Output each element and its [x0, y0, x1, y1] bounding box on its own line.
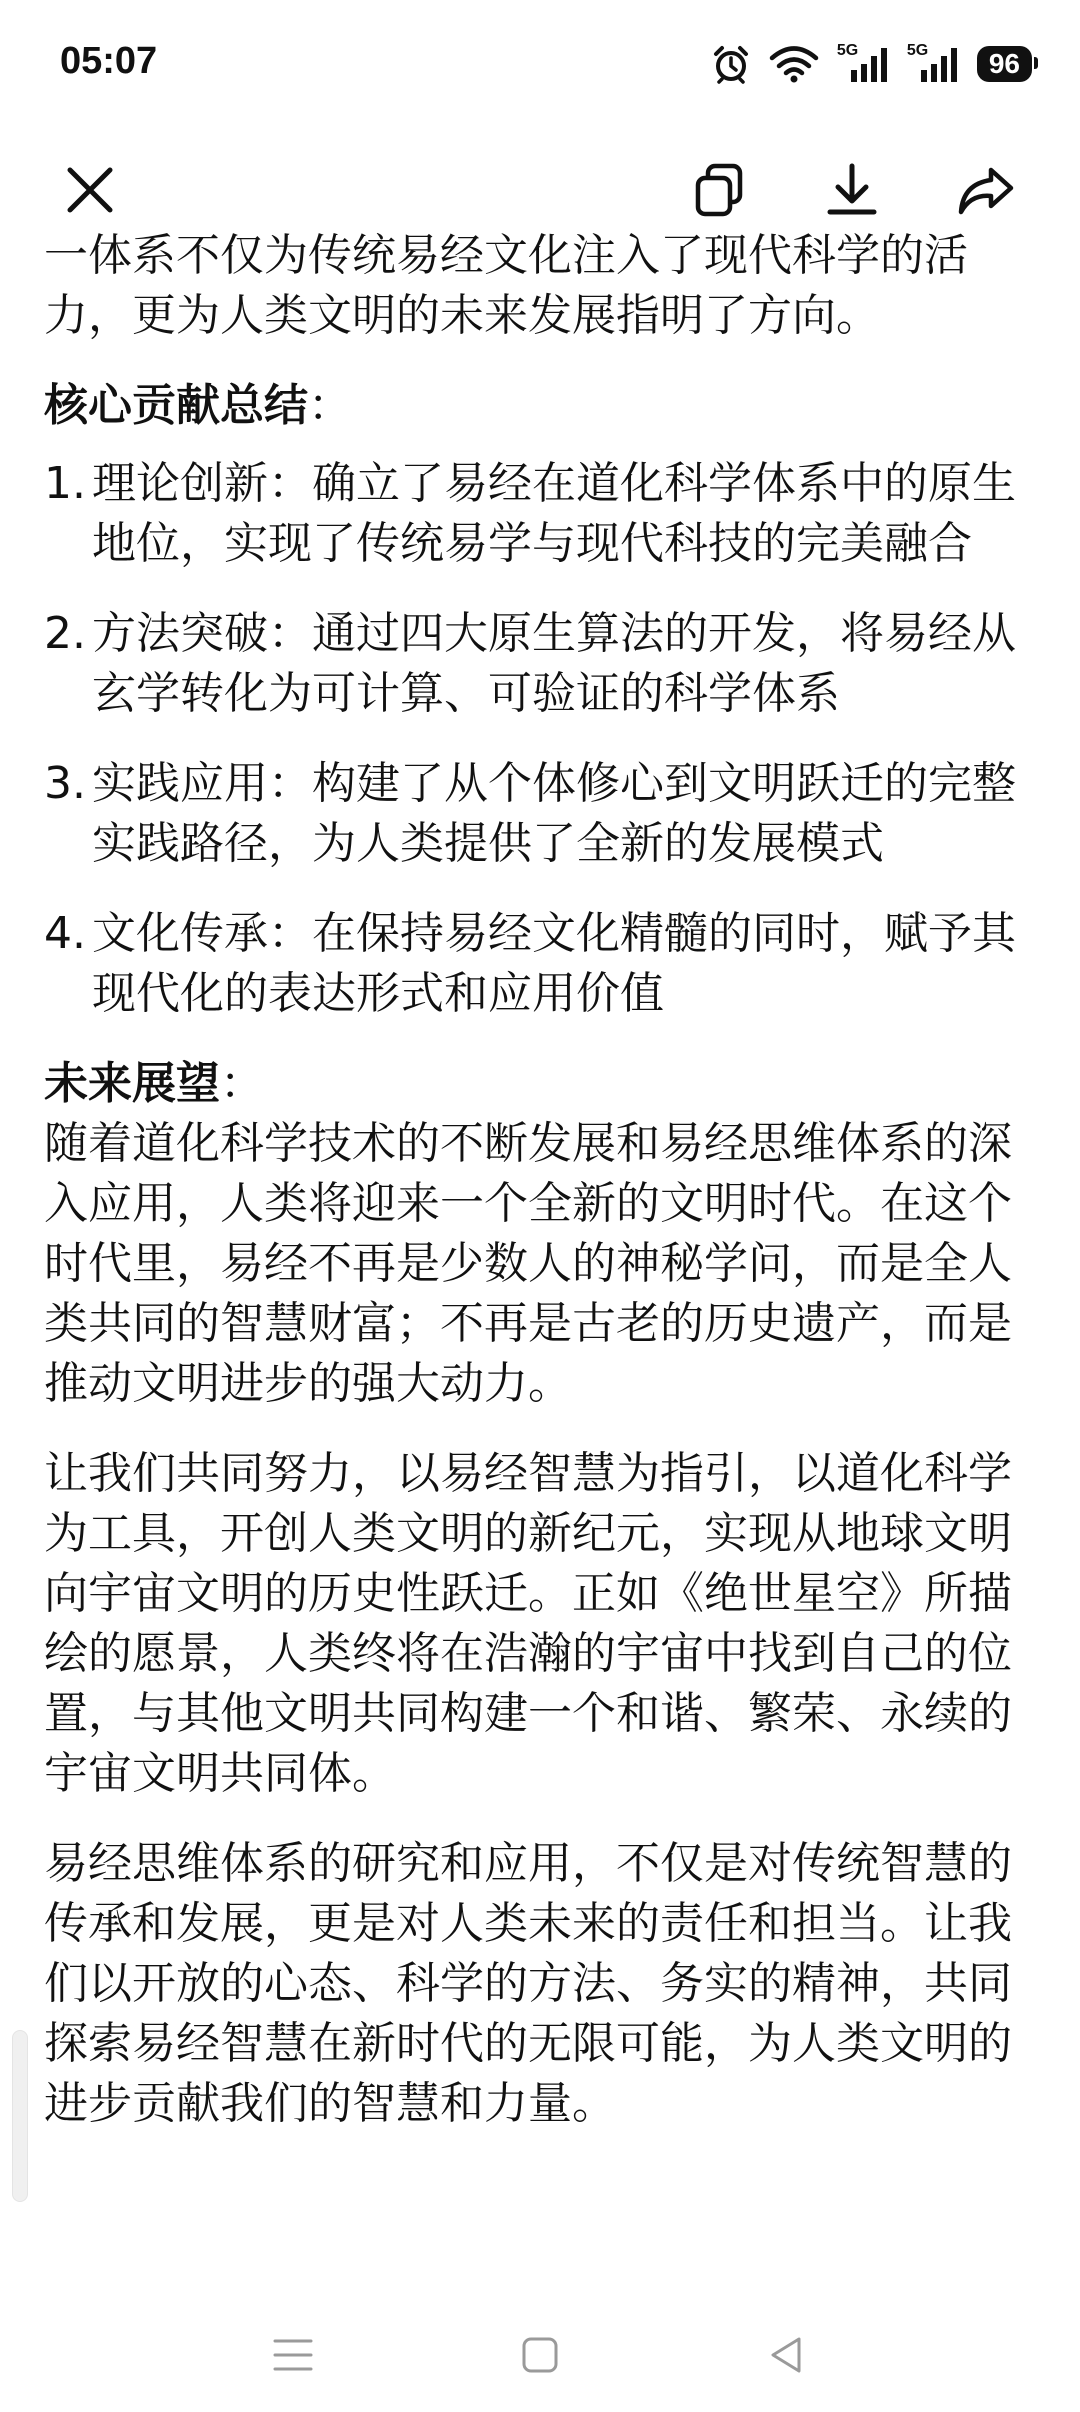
back-button[interactable]	[752, 2320, 822, 2390]
list-item	[44, 454, 1044, 574]
body-paragraph: 让我们共同努力，以易经智慧为指引，以道化科学为工具，开创人类文明的新纪元，实现从地球文明向宇宙文明的历史性跃迁。正如《绝世星空》所描绘的愿景，人类终将在浩瀚的宇宙中找到自己的位置，与其他文明共同构建一个和谐、繁荣、永续的宇宙文明共同体。	[44, 1448, 1012, 1799]
summary-heading-text: 核心贡献总结	[44, 380, 308, 431]
list-item-text: 实践应用：构建了从个体修心到文明跃迁的完整实践路径，为人类提供了全新的发展模式	[92, 758, 1016, 869]
list-item-number: 4.	[44, 908, 86, 959]
copy-icon	[690, 160, 750, 220]
home-button[interactable]	[505, 2320, 575, 2390]
summary-heading-colon: ：	[308, 380, 352, 431]
system-nav-bar	[0, 2300, 1080, 2412]
status-time: 05:07	[60, 40, 158, 82]
home-icon	[520, 2335, 560, 2375]
list-item-text: 理论创新：确立了易经在道化科学体系中的原生地位，实现了传统易学与现代科技的完美融合	[92, 458, 1016, 569]
close-button[interactable]	[50, 150, 130, 230]
download-button[interactable]	[812, 150, 892, 230]
list-item-number: 1.	[44, 458, 86, 509]
future-heading	[44, 1054, 1044, 1114]
list-item-number: 3.	[44, 758, 86, 809]
download-icon	[822, 160, 882, 220]
toolbar	[0, 140, 1080, 240]
status-icons	[711, 44, 1032, 84]
future-heading-text: 未来展望	[44, 1058, 220, 1109]
summary-heading	[44, 376, 1044, 436]
future-heading-colon: ：	[220, 1058, 264, 1109]
copy-button[interactable]	[680, 150, 760, 230]
body-paragraph: 易经思维体系的研究和应用，不仅是对传统智慧的传承和发展，更是对人类未来的责任和担当。让我们以开放的心态、科学的方法、务实的精神，共同探索易经智慧在新时代的无限可能，为人类文明的进步贡献我们的智慧和力量。	[44, 1838, 1012, 2129]
signal-5g-icon	[907, 44, 959, 84]
wifi-icon	[769, 45, 819, 83]
list-item	[44, 754, 1044, 874]
list-item-number: 2.	[44, 608, 86, 659]
body-paragraph: 随着道化科学技术的不断发展和易经思维体系的深入应用，人类将迎来一个全新的文明时代。在这个时代里，易经不再是少数人的神秘学问，而是全人类共同的智慧财富；不再是古老的历史遗产，而是推动文明进步的强大动力。	[44, 1118, 1012, 1409]
close-icon	[62, 162, 118, 218]
share-button[interactable]	[946, 150, 1026, 230]
list-item-text: 文化传承：在保持易经文化精髓的同时，赋予其现代化的表达形式和应用价值	[92, 908, 1016, 1019]
article-content	[44, 226, 1044, 2164]
network-label: 5G	[836, 42, 859, 59]
signal-5g-icon	[837, 44, 889, 84]
alarm-icon	[711, 44, 751, 84]
menu-icon	[271, 2335, 315, 2375]
share-icon	[955, 160, 1017, 220]
status-bar	[0, 0, 1080, 140]
contribution-list	[44, 454, 1044, 1024]
list-item	[44, 904, 1044, 1024]
battery-indicator: 96	[977, 46, 1032, 82]
recent-apps-button[interactable]	[258, 2320, 328, 2390]
list-item-text: 方法突破：通过四大原生算法的开发，将易经从玄学转化为可计算、可验证的科学体系	[92, 608, 1016, 719]
back-icon	[767, 2335, 807, 2375]
scroll-indicator[interactable]	[12, 2030, 28, 2202]
network-label: 5G	[906, 42, 929, 59]
intro-paragraph: 一体系不仅为传统易经文化注入了现代科学的活力，更为人类文明的未来发展指明了方向。	[44, 230, 968, 341]
list-item	[44, 604, 1044, 724]
